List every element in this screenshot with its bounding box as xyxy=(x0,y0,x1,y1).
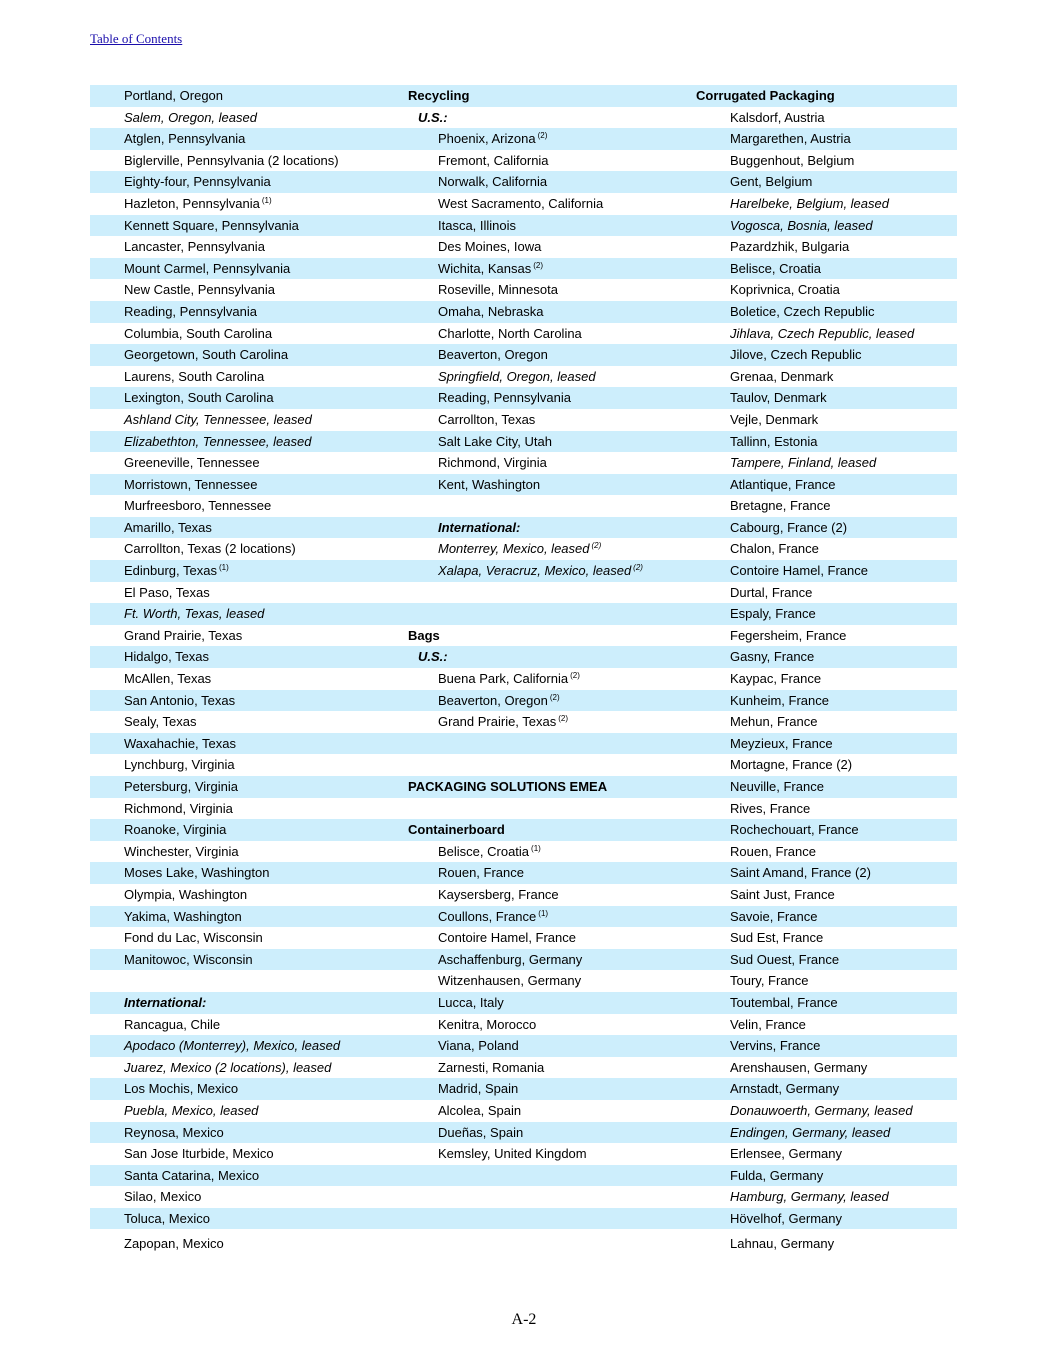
table-row xyxy=(90,409,957,431)
section-heading: Recycling xyxy=(408,88,470,103)
cell: Murfreesboro, Tennessee xyxy=(124,498,272,514)
cell: Grand Prairie, Texas xyxy=(124,627,243,643)
cell: Buena Park, California $^{(2)}$ xyxy=(438,671,580,687)
cell: El Paso, Texas xyxy=(124,584,210,600)
table-row xyxy=(90,690,957,712)
cell: Donauwoerth, Germany, leased xyxy=(730,1102,913,1118)
cell: Yakima, Washington xyxy=(124,908,242,924)
cell: Manitowoc, Wisconsin xyxy=(124,951,253,967)
cell: Mount Carmel, Pennsylvania xyxy=(124,260,291,276)
table-row xyxy=(90,560,957,582)
cell: Rives, France xyxy=(730,800,811,816)
cell: Springfield, Oregon, leased xyxy=(438,368,596,384)
cell: Kalsdorf, Austria xyxy=(730,109,825,125)
cell: Los Mochis, Mexico xyxy=(124,1081,239,1097)
cell: Puebla, Mexico, leased xyxy=(124,1102,259,1118)
cell: Fond du Lac, Wisconsin xyxy=(124,930,263,946)
cell: Ft. Worth, Texas, leased xyxy=(124,606,265,622)
table-row xyxy=(90,992,957,1014)
cell: Neuville, France xyxy=(730,779,824,794)
cell: Rochechouart, France xyxy=(730,822,859,838)
footnote-marker: (1) xyxy=(531,843,541,853)
cell: Itasca, Illinois xyxy=(438,217,517,233)
table-row xyxy=(90,668,957,690)
cell: Kennett Square, Pennsylvania xyxy=(124,217,299,233)
cell: Kaysersberg, France xyxy=(438,886,559,902)
table-row xyxy=(90,798,957,820)
cell: Columbia, South Carolina xyxy=(124,325,273,341)
cell: Coullons, France $^{(1)}$ xyxy=(438,908,549,924)
cell: Toury, France xyxy=(730,973,809,989)
cell: Olympia, Washington xyxy=(124,886,248,902)
table-row xyxy=(90,841,957,863)
cell: Vogosca, Bosnia, leased xyxy=(730,217,873,233)
cell: Kemsley, United Kingdom xyxy=(438,1146,587,1162)
cell: Toluca, Mexico xyxy=(124,1210,210,1226)
footnote-marker: (1) xyxy=(219,563,229,573)
table-row xyxy=(90,279,957,301)
table-row xyxy=(90,344,957,366)
table-row xyxy=(90,862,957,884)
table-row xyxy=(90,452,957,474)
cell: Sud Est, France xyxy=(730,930,824,946)
footnote-marker: (2) xyxy=(591,541,602,551)
table-row xyxy=(90,474,957,496)
cell: Salt Lake City, Utah xyxy=(438,433,552,449)
cell: Alcolea, Spain xyxy=(438,1102,522,1118)
cell: Durtal, France xyxy=(730,584,813,600)
cell: Lancaster, Pennsylvania xyxy=(124,239,265,255)
cell: Hamburg, Germany, leased xyxy=(730,1189,889,1205)
table-row xyxy=(90,582,957,604)
cell: Mehun, France xyxy=(730,714,818,730)
table-row xyxy=(90,171,957,193)
table-row xyxy=(90,970,957,992)
cell: Rouen, France xyxy=(438,865,524,881)
cell: Des Moines, Iowa xyxy=(438,239,542,255)
cell: Meyzieux, France xyxy=(730,735,833,751)
cell: Wichita, Kansas $^{(2)}$ xyxy=(438,260,543,276)
cell: Sud Ouest, France xyxy=(730,951,840,967)
cell: Richmond, Virginia xyxy=(438,455,547,471)
cell: Margarethen, Austria xyxy=(730,131,851,147)
cell: Portland, Oregon xyxy=(124,88,224,103)
cell: Atglen, Pennsylvania xyxy=(124,131,246,147)
footnote-marker: (1) xyxy=(538,908,549,918)
cell: Fremont, California xyxy=(438,152,549,168)
cell: Tallinn, Estonia xyxy=(730,433,818,449)
footnote-marker: (2) xyxy=(633,563,643,573)
footnote-marker: (2) xyxy=(558,714,569,724)
cell: Fegersheim, France xyxy=(730,627,847,643)
section-heading: Bags xyxy=(408,627,440,643)
cell: Santa Catarina, Mexico xyxy=(124,1167,260,1183)
cell: Sealy, Texas xyxy=(124,714,197,730)
table-of-contents-link[interactable]: Table of Contents xyxy=(90,31,183,46)
cell: Arenshausen, Germany xyxy=(730,1059,868,1075)
cell: Hazleton, Pennsylvania $^{(1)}$ xyxy=(124,195,272,211)
cell: Grand Prairie, Texas $^{(2)}$ xyxy=(438,714,569,730)
cell: Richmond, Virginia xyxy=(124,800,233,816)
table-row xyxy=(90,884,957,906)
table-row xyxy=(90,128,957,150)
cell: Waxahachie, Texas xyxy=(124,735,237,751)
cell: Vejle, Denmark xyxy=(730,411,819,427)
table-row xyxy=(90,733,957,755)
cell: Bretagne, France xyxy=(730,498,831,514)
cell: Beaverton, Oregon xyxy=(438,347,548,363)
cell: Morristown, Tennessee xyxy=(124,476,258,492)
table-row xyxy=(90,1057,957,1079)
cell: Zarnesti, Romania xyxy=(438,1059,545,1075)
table-row xyxy=(90,776,957,798)
table-row xyxy=(90,258,957,280)
cell: Kenitra, Morocco xyxy=(438,1016,537,1032)
table-row xyxy=(90,495,957,517)
cell: Belisce, Croatia $^{(1)}$ xyxy=(438,843,541,859)
table-row xyxy=(90,1143,957,1165)
cell: Gasny, France xyxy=(730,649,815,665)
cell: Reading, Pennsylvania xyxy=(438,390,571,406)
table-row xyxy=(90,366,957,388)
cell: Carrollton, Texas xyxy=(438,411,536,427)
cell: Carrollton, Texas (2 locations) xyxy=(124,541,296,557)
cell: Moses Lake, Washington xyxy=(124,865,270,881)
cell: Petersburg, Virginia xyxy=(124,779,238,794)
cell: Atlantique, France xyxy=(730,476,836,492)
cell: Endingen, Germany, leased xyxy=(730,1124,891,1140)
table-row xyxy=(90,517,957,539)
cell: Boletice, Czech Republic xyxy=(730,303,875,319)
cell: Belisce, Croatia xyxy=(730,260,822,276)
cell: Juarez, Mexico (2 locations), leased xyxy=(124,1059,332,1075)
table-row xyxy=(90,301,957,323)
cell: Monterrey, Mexico, leased $^{(2)}$ xyxy=(438,541,602,557)
table-row xyxy=(90,1122,957,1144)
cell: McAllen, Texas xyxy=(124,671,212,687)
cell: Zapopan, Mexico xyxy=(124,1236,224,1252)
cell: Saint Amand, France (2) xyxy=(730,865,871,881)
cell: Omaha, Nebraska xyxy=(438,303,544,319)
cell: Chalon, France xyxy=(730,541,819,557)
table-row xyxy=(90,85,957,107)
cell: Kunheim, France xyxy=(730,692,829,708)
cell: Contoire Hamel, France xyxy=(730,563,868,579)
table-row xyxy=(90,1035,957,1057)
cell: Grenaa, Denmark xyxy=(730,368,834,384)
cell: Kaypac, France xyxy=(730,671,822,687)
cell: Greeneville, Tennessee xyxy=(124,455,260,471)
cell: Witzenhausen, Germany xyxy=(438,973,582,989)
cell: Roanoke, Virginia xyxy=(124,822,227,838)
table-row xyxy=(90,1233,957,1255)
cell: Silao, Mexico xyxy=(124,1189,202,1205)
cell: Tampere, Finland, leased xyxy=(730,455,877,471)
cell: Rouen, France xyxy=(730,843,816,859)
table-row xyxy=(90,819,957,841)
table-row xyxy=(90,1078,957,1100)
section-heading: Corrugated Packaging xyxy=(696,88,835,103)
table-row xyxy=(90,711,957,733)
table-row xyxy=(90,387,957,409)
table-row xyxy=(90,1186,957,1208)
cell: Reynosa, Mexico xyxy=(124,1124,224,1140)
cell: Lexington, South Carolina xyxy=(124,390,274,406)
cell: Eighty-four, Pennsylvania xyxy=(124,174,271,190)
table-row xyxy=(90,150,957,172)
cell: Rancagua, Chile xyxy=(124,1016,221,1032)
table-row xyxy=(90,107,957,129)
cell: Lucca, Italy xyxy=(438,994,504,1010)
cell: Savoie, France xyxy=(730,908,818,924)
cell: Hövelhof, Germany xyxy=(730,1210,842,1226)
cell: Velin, France xyxy=(730,1016,806,1032)
cell: Charlotte, North Carolina xyxy=(438,325,582,341)
cell: Georgetown, South Carolina xyxy=(124,347,289,363)
cell: Vervins, France xyxy=(730,1038,821,1054)
cell: Saint Just, France xyxy=(730,886,835,902)
table-row xyxy=(90,431,957,453)
cell: Phoenix, Arizona $^{(2)}$ xyxy=(438,131,548,147)
table-row xyxy=(90,906,957,928)
cell: Apodaco (Monterrey), Mexico, leased xyxy=(124,1038,341,1054)
cell: New Castle, Pennsylvania xyxy=(124,282,276,298)
cell: Xalapa, Veracruz, Mexico, leased $^{(2)}$ xyxy=(438,563,643,579)
cell: Harelbeke, Belgium, leased xyxy=(730,195,889,211)
table-row xyxy=(90,1165,957,1187)
cell: Jihlava, Czech Republic, leased xyxy=(730,325,915,341)
table-row xyxy=(90,949,957,971)
table-row xyxy=(90,1014,957,1036)
cell: Taulov, Denmark xyxy=(730,390,827,406)
table-row xyxy=(90,1100,957,1122)
cell: Salem, Oregon, leased xyxy=(124,109,257,125)
subheading: U.S.: xyxy=(418,109,448,125)
footnote-marker: (2) xyxy=(549,692,560,702)
table-row xyxy=(90,323,957,345)
table-row xyxy=(90,1208,957,1230)
section-heading: Containerboard xyxy=(408,822,505,838)
cell: Contoire Hamel, France xyxy=(438,930,576,946)
cell: West Sacramento, California xyxy=(438,195,604,211)
cell: Jilove, Czech Republic xyxy=(730,347,862,363)
cell: Arnstadt, Germany xyxy=(730,1081,840,1097)
table-row xyxy=(90,236,957,258)
cell: Buggenhout, Belgium xyxy=(730,152,855,168)
cell: Biglerville, Pennsylvania (2 locations) xyxy=(124,152,339,168)
cell: Mortagne, France (2) xyxy=(730,757,853,773)
cell: Kent, Washington xyxy=(438,476,541,492)
cell: Ashland City, Tennessee, leased xyxy=(124,411,312,427)
cell: Edinburg, Texas $^{(1)}$ xyxy=(124,563,229,579)
table-row xyxy=(90,538,957,560)
cell: Erlensee, Germany xyxy=(730,1146,842,1162)
cell: Norwalk, California xyxy=(438,174,548,190)
cell: Aschaffenburg, Germany xyxy=(438,951,583,967)
subheading: International: xyxy=(124,994,207,1010)
table-row xyxy=(90,603,957,625)
cell: Toutembal, France xyxy=(730,994,838,1010)
cell: Reading, Pennsylvania xyxy=(124,303,257,319)
cell: Roseville, Minnesota xyxy=(438,282,558,298)
footnote-marker: (2) xyxy=(533,260,543,270)
cell: Gent, Belgium xyxy=(730,174,813,190)
cell: Espaly, France xyxy=(730,606,816,622)
cell: San Antonio, Texas xyxy=(124,692,236,708)
facilities-table xyxy=(90,85,957,1255)
table-row xyxy=(90,193,957,215)
cell: Lahnau, Germany xyxy=(730,1236,835,1252)
cell: Elizabethton, Tennessee, leased xyxy=(124,433,312,449)
cell: Pazardzhik, Bulgaria xyxy=(730,239,850,255)
footnote-marker: (2) xyxy=(537,131,548,141)
cell: San Jose Iturbide, Mexico xyxy=(124,1146,274,1162)
cell: Winchester, Virginia xyxy=(124,843,239,859)
cell: Amarillo, Texas xyxy=(124,519,212,535)
footnote-marker: (2) xyxy=(570,671,580,681)
cell: Hidalgo, Texas xyxy=(124,649,210,665)
subheading: U.S.: xyxy=(418,649,448,665)
cell: Dueñas, Spain xyxy=(438,1124,524,1140)
footnote-marker: (1) xyxy=(261,195,272,205)
cell: Viana, Poland xyxy=(438,1038,519,1054)
table-row xyxy=(90,625,957,647)
table-row xyxy=(90,927,957,949)
cell: Koprivnica, Croatia xyxy=(730,282,840,298)
cell: Fulda, Germany xyxy=(730,1167,824,1183)
cell: Laurens, South Carolina xyxy=(124,368,265,384)
subheading: International: xyxy=(438,519,521,535)
table-row xyxy=(90,754,957,776)
table-row xyxy=(90,215,957,237)
page-number: A-2 xyxy=(511,1311,537,1328)
cell: Cabourg, France (2) xyxy=(730,519,848,535)
section-heading: PACKAGING SOLUTIONS EMEA xyxy=(408,779,608,794)
table-row xyxy=(90,646,957,668)
cell: Beaverton, Oregon $^{(2)}$ xyxy=(438,692,560,708)
cell: Madrid, Spain xyxy=(438,1081,519,1097)
cell: Lynchburg, Virginia xyxy=(124,757,235,773)
